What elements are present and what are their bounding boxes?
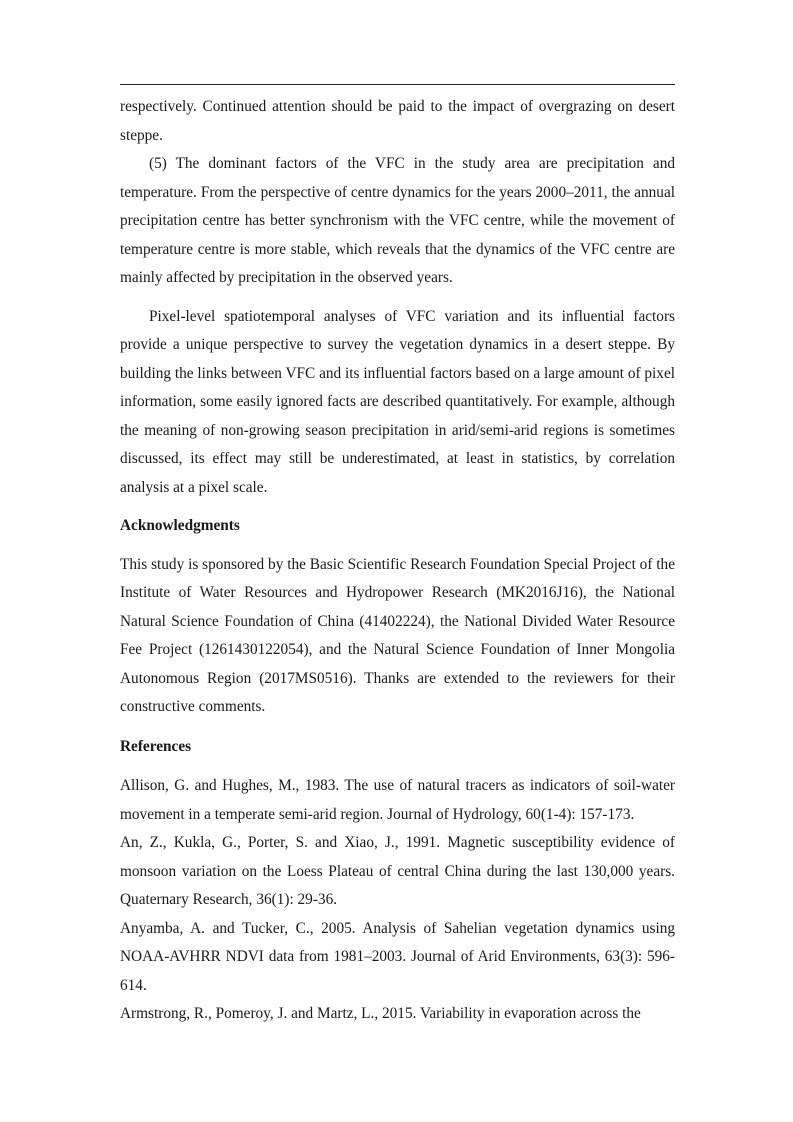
reference-list [120, 772, 675, 1029]
paragraph-conclusion-5: (5) The dominant factors of the VFC in the study area are precipitation and temperature. From the perspective of centre dynamics for the years 2000–2011, the annual precipitation centre has better synchronism with the VFC centre, while the movement of temperature centre is more stable, which reveals that the dynamics of the VFC centre are mainly affected by precipitation in the observed years. [120, 155, 675, 286]
header-rule [120, 84, 675, 85]
reference-item: Allison, G. and Hughes, M., 1983. The use of natural tracers as indicators of soil-water movement in a temperate semi-arid region. Journal of Hydrology, 60(1-4): 157-173. [120, 777, 675, 823]
reference-item: Anyamba, A. and Tucker, C., 2005. Analysis of Sahelian vegetation dynamics using NOAA-AVHRR NDVI data from 1981–2003. Journal of Arid Environments, 63(3): 596-614. [120, 919, 675, 994]
paragraph-continuation: respectively. Continued attention should be paid to the impact of overgrazing on desert steppe. [120, 98, 675, 144]
acknowledgments-heading: Acknowledgments [120, 517, 240, 534]
acknowledgments-text: This study is sponsored by the Basic Scientific Research Foundation Special Project of the Institute of Water Resources and Hydropower Research (MK2016J16), the National Natural Science Foundation of China (41402224), the National Divided Water Resource Fee Project (1261430122054), and the Natural Science Foundation of Inner Mongolia Autonomous Region (2017MS0516). Thanks are extended to the reviewers for their constructive comments. [120, 555, 675, 715]
reference-item: Armstrong, R., Pomeroy, J. and Martz, L., 2015. Variability in evaporation across the [120, 1005, 641, 1022]
references-heading: References [120, 737, 192, 755]
reference-item: An, Z., Kukla, G., Porter, S. and Xiao, J., 1991. Magnetic susceptibility evidence of monsoon variation on the Loess Plateau of central China during the last 130,000 years. Quaternary Research, 36(1): 29-36. [120, 834, 675, 908]
paragraph-summary: Pixel-level spatiotemporal analyses of VFC variation and its influential factors provide a unique perspective to survey the vegetation dynamics in a desert steppe. By building the links between VFC and its influential factors based on a large amount of pixel information, some easily ignored facts are described quantitatively. For example, although the meaning of non-growing season precipitation in arid/semi-arid regions is sometimes discussed, its effect may still be underestimated, at least in statistics, by correlation analysis at a pixel scale. [120, 307, 675, 496]
paper-page [120, 84, 675, 1029]
